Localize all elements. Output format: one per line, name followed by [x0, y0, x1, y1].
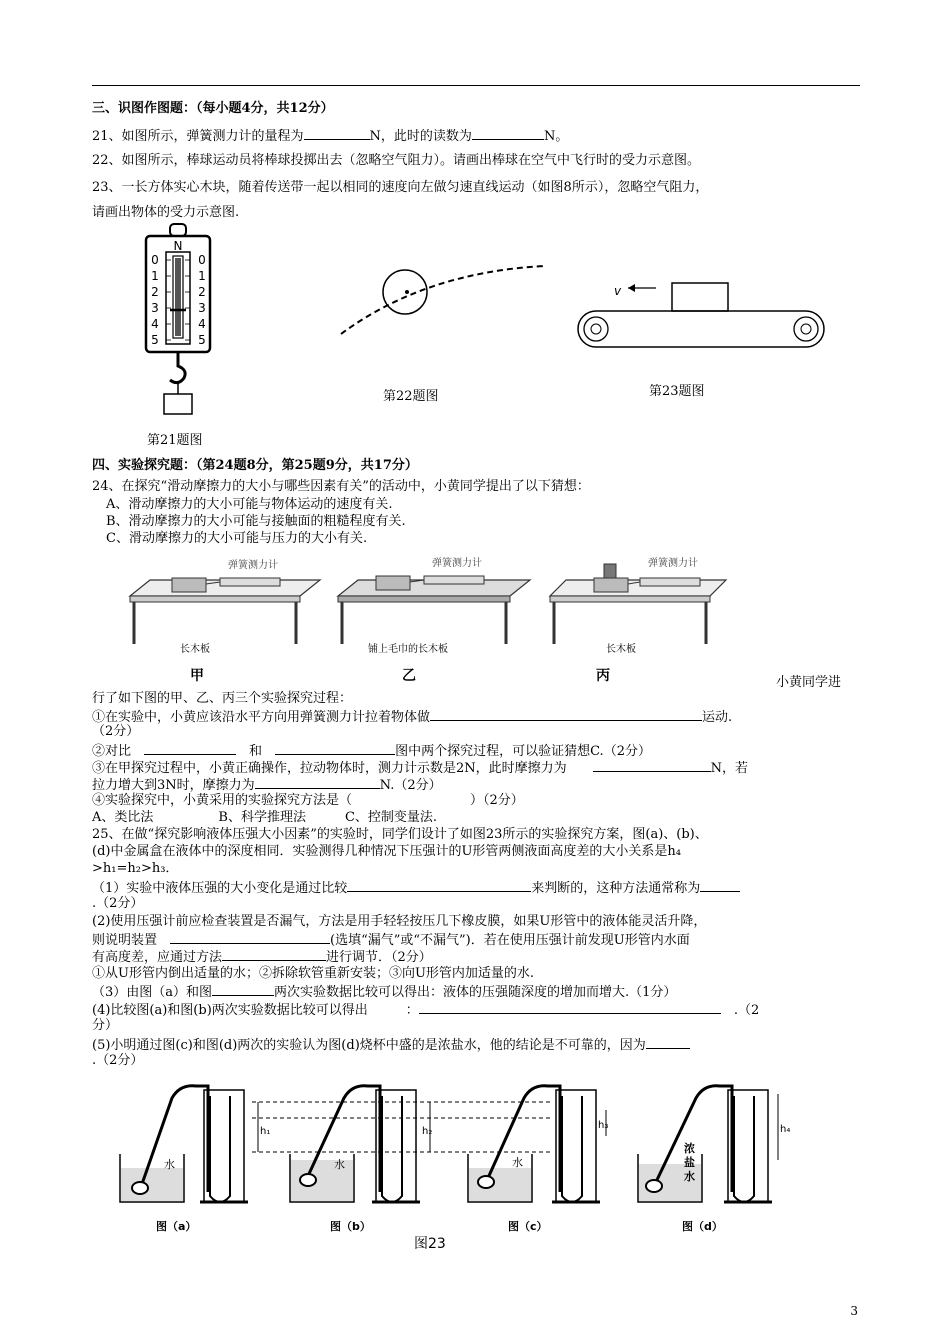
- svg-text:铺上毛巾的长木板: 铺上毛巾的长木板: [368, 644, 448, 655]
- svg-text:长木板: 长木板: [606, 644, 636, 655]
- q25-part5-score: .（2分）: [92, 1053, 144, 1068]
- svg-text:甲: 甲: [190, 668, 204, 684]
- svg-text:3: 3: [151, 301, 159, 315]
- q25-part5: (5)小明通过图(c)和图(d)两次的实验认为图(d)烧杯中盛的是浓盐水，他的结论是不可靠的，因为: [92, 1036, 690, 1054]
- question-23: 23、一长方体实心木块，随着传送带一起以相同的速度向左做匀速直线运动（如图8所示），忽略空气阻力，: [92, 180, 709, 195]
- section3-title: 三、识图作图题：（每小题4分，共12分）: [92, 101, 334, 116]
- q25-part2-options: ①从U形管内倒出适量的水；②拆除软管重新安装；③向U形管内加适量的水.: [92, 966, 535, 981]
- page-number: 3: [850, 1304, 858, 1318]
- svg-text:4: 4: [151, 317, 159, 331]
- q24-step1: ①在实验中，小黄应该沿水平方向用弹簧测力计拉着物体做 运动.: [92, 710, 733, 725]
- hypothesis-c: C、滑动摩擦力的大小可能与压力的大小有关.: [106, 531, 368, 546]
- svg-text:4: 4: [198, 317, 206, 331]
- svg-text:水: 水: [512, 1156, 523, 1169]
- setup-a: [120, 1086, 270, 1233]
- svg-text:丙: 丙: [596, 668, 610, 684]
- baseball-figure: [335, 232, 547, 342]
- question-25-cont: (d)中金属盒在液体中的深度相同．实验测得几种情况下压强计的U形管两侧液面高度差的大小关系是h₄: [92, 844, 682, 859]
- q24-step3-cont: 拉力增大到3N时，摩擦力为 N.（2分）: [92, 778, 442, 793]
- experiment-jia: [130, 558, 320, 684]
- svg-text:浓: 浓: [684, 1142, 695, 1155]
- q25-part2-method: 有高度差，应通过方法 进行调节．（2分）: [92, 950, 432, 965]
- setup-c: [468, 1086, 608, 1233]
- scale-unit-label: N: [173, 239, 183, 253]
- setup-b: [290, 1086, 432, 1233]
- svg-text:3: 3: [198, 301, 206, 315]
- q25-part4-score: 分）: [92, 1018, 119, 1033]
- svg-text:2: 2: [198, 285, 206, 299]
- svg-text:h₃: h₃: [598, 1120, 609, 1131]
- svg-text:0: 0: [151, 253, 159, 267]
- fig21-caption: 第21题图: [147, 433, 203, 448]
- q24-step3: ③在甲探究过程中，小黄正确操作，拉动物体时，测力计示数是2N，此时摩擦力为 N，若: [92, 761, 749, 776]
- svg-text:5: 5: [198, 333, 206, 347]
- q25-part1-score: .（2分）: [92, 896, 144, 911]
- svg-text:1: 1: [198, 269, 206, 283]
- q25-part3: （3）由图（a）和图 两次实验数据比较可以得出：液体的压强随深度的增加而增大.（1分）: [92, 985, 677, 1000]
- q24-intro: 行了如下图的甲、乙、丙三个实验探究过程：: [92, 691, 353, 706]
- svg-text:弹簧测力计: 弹簧测力计: [228, 560, 278, 571]
- svg-text:弹簧测力计: 弹簧测力计: [648, 558, 698, 569]
- svg-text:图（a）: 图（a）: [156, 1220, 197, 1233]
- svg-text:弹簧测力计: 弹簧测力计: [432, 558, 482, 569]
- svg-text:h₂: h₂: [422, 1126, 433, 1137]
- setup-d: [638, 1086, 790, 1233]
- velocity-label: v: [614, 284, 622, 298]
- q24-step1-score: （2分）: [92, 724, 140, 739]
- svg-text:2: 2: [151, 285, 159, 299]
- spring-scale-figure: [140, 222, 224, 418]
- q25-part2-cont: 则说明装置 (选填“漏气”或“不漏气”)．若在使用压强计前发现U形管内水面: [92, 933, 690, 948]
- liquid-pressure-figure: [112, 1072, 802, 1252]
- fig24-trailing-text: 小黄同学进: [776, 675, 842, 690]
- q24-options: A、类比法 B、科学推理法 C、控制变量法.: [92, 810, 438, 825]
- hypothesis-a: A、滑动摩擦力的大小可能与物体运动的速度有关.: [106, 497, 393, 512]
- svg-text:5: 5: [151, 333, 159, 347]
- svg-text:水: 水: [684, 1170, 695, 1183]
- question-21: 21、如图所示，弹簧测力计的量程为 N，此时的读数为 N。: [92, 129, 569, 144]
- svg-text:0: 0: [198, 253, 206, 267]
- top-rule: [92, 85, 860, 86]
- svg-text:1: 1: [151, 269, 159, 283]
- svg-text:图（b）: 图（b）: [330, 1220, 371, 1233]
- friction-experiment-figure: [120, 548, 730, 688]
- svg-text:乙: 乙: [402, 668, 416, 684]
- svg-text:h₄: h₄: [780, 1124, 791, 1135]
- fig25-main-caption: 图23: [414, 1236, 446, 1252]
- q25-part2: (2)使用压强计前应检查装置是否漏气，方法是用手轻轻按压几下橡皮膜，如果U形管中的液体能灵活升降，: [92, 914, 707, 929]
- conveyor-belt-figure: [570, 275, 832, 355]
- svg-text:h₁: h₁: [260, 1126, 271, 1137]
- q24-step2: ②对比 和 图中两个探究过程，可以验证猜想C.（2分）: [92, 744, 651, 759]
- question-22: 22、如图所示，棒球运动员将棒球投掷出去（忽略空气阻力）。请画出棒球在空气中飞行时的受力示意图。: [92, 153, 701, 168]
- svg-text:盐: 盐: [684, 1156, 695, 1169]
- fig22-caption: 第22题图: [383, 389, 439, 404]
- experiment-yi: [338, 556, 530, 684]
- section4-title: 四、实验探究题：（第24题8分，第25题9分，共17分）: [92, 458, 418, 473]
- q25-part4: (4)比较图(a)和图(b)两次实验数据比较可以得出 ： .（2: [92, 1003, 760, 1018]
- svg-text:长木板: 长木板: [180, 644, 210, 655]
- svg-text:水: 水: [334, 1158, 345, 1171]
- question-25-relation: >h₁=h₂>h₃．: [92, 861, 179, 876]
- q25-part1: （1）实验中液体压强的大小变化是通过比较 来判断的，这种方法通常称为: [92, 879, 740, 897]
- svg-text:水: 水: [164, 1158, 175, 1171]
- q24-step4: ④实验探究中，小黄采用的实验探究方法是（ ）（2分）: [92, 793, 524, 808]
- experiment-bing: [550, 556, 726, 684]
- hypothesis-b: B、滑动摩擦力的大小可能与接触面的粗糙程度有关.: [106, 514, 406, 529]
- question-24: 24、在探究“滑动摩擦力的大小与哪些因素有关”的活动中，小黄同学提出了以下猜想：: [92, 479, 590, 494]
- question-25: 25、在做“探究影响液体压强大小因素”的实验时，同学们设计了如图23所示的实验探究方案，图(a)、(b)、: [92, 827, 708, 842]
- question-23-cont: 请画出物体的受力示意图.: [92, 205, 240, 220]
- fig23-caption: 第23题图: [649, 384, 705, 399]
- svg-text:图（d）: 图（d）: [682, 1220, 723, 1233]
- svg-text:图（c）: 图（c）: [508, 1220, 548, 1233]
